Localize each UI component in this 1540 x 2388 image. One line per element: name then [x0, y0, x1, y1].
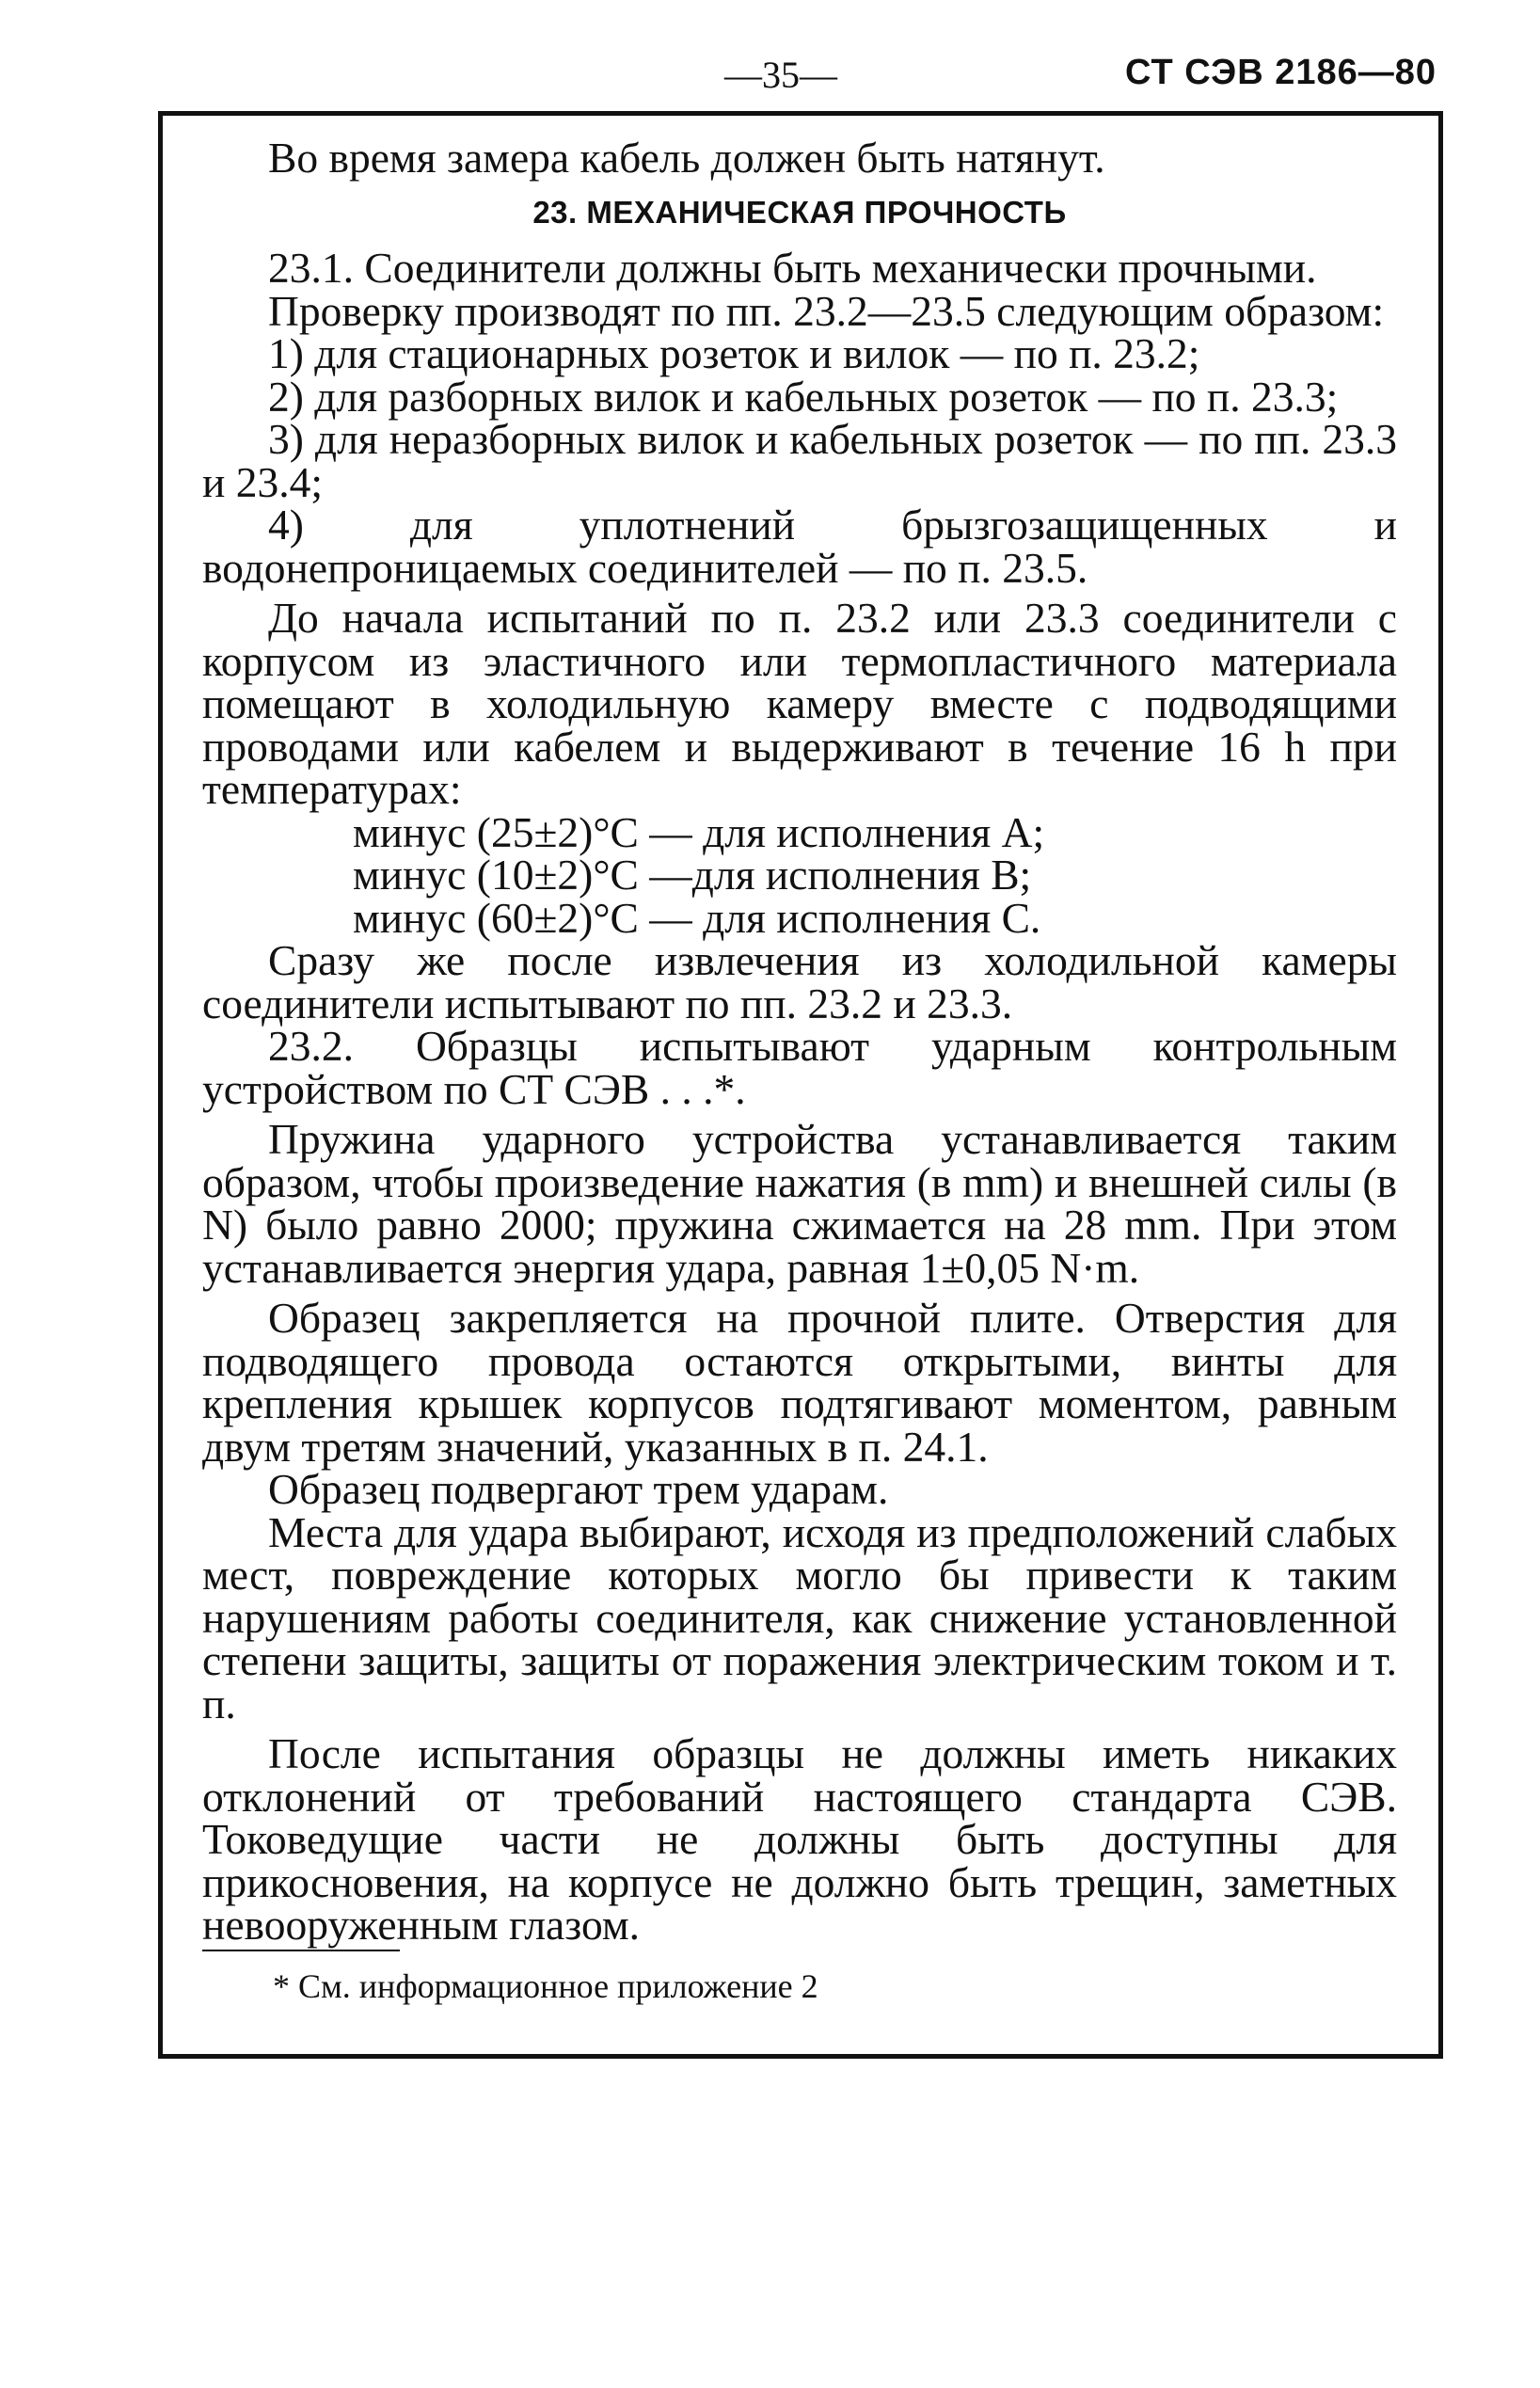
section-heading: 23. МЕХАНИЧЕСКАЯ ПРОЧНОСТЬ	[532, 194, 1067, 230]
paragraph: Образец закрепляется на прочной плите. Отверстия для подводящего провода остаются открытыми, винты для крепления крышек корпусов подтягивают моментом, равным двум третям значений, указанных в п. 24.1.	[202, 1294, 1397, 1471]
footnote: * См. информационное приложение 2	[273, 1967, 818, 2005]
list-item: 4) для уплотнений брызгозащищенных и водонепроницаемых соединителей — по п. 23.5.	[202, 501, 1397, 592]
temperature-list	[202, 807, 1397, 942]
temperature-line: минус (10±2)°C —для исполнения B;	[353, 851, 1032, 899]
paragraph: До начала испытаний по п. 23.2 или 23.3 соединители с корпусом из эластичного или термопластичного материала помещают в холодильную камеру вместе с подводящими проводами или кабелем и выдерживают в течение 16 h при температурах:	[202, 594, 1397, 813]
paragraph: 23.2. Образцы испытывают ударным контрольным устройством по СТ СЭВ . . .*.	[202, 1022, 1397, 1113]
document-body	[202, 136, 1397, 1947]
standard-designation: СТ СЭВ 2186—80	[1124, 53, 1437, 92]
list-item: 2) для разборных вилок и кабельных розеток — по п. 23.3;	[268, 372, 1339, 421]
page-header	[0, 45, 1540, 102]
paragraph: Сразу же после извлечения из холодильной камеры соединители испытывают по пп. 23.2 и 23.3.	[202, 936, 1397, 1027]
paragraph: Образец подвергают трем ударам.	[268, 1465, 889, 1513]
temperature-line: минус (60±2)°C — для исполнения C.	[353, 893, 1041, 942]
paragraph: 23.1. Соединители должны быть механически прочными.	[268, 244, 1317, 292]
list-item: 3) для неразборных вилок и кабельных розеток — по пп. 23.3 и 23.4;	[202, 415, 1397, 506]
paragraph: Во время замера кабель должен быть натянут.	[268, 134, 1105, 182]
temperature-line: минус (25±2)°C — для исполнения A;	[353, 807, 1045, 856]
page-number: —35—	[724, 54, 837, 96]
list-item: 1) для стационарных розеток и вилок — по п. 23.2;	[268, 329, 1200, 377]
paragraph: Проверку производят по пп. 23.2—23.5 следующим образом:	[268, 286, 1385, 335]
footnote-rule	[202, 1950, 400, 1951]
paragraph: Места для удара выбирают, исходя из предположений слабых мест, повреждение которых могло бы привести к таким нарушениям работы соединителя, как снижение установленной степени защиты, защиты от поражения электрическим током и т. п.	[202, 1507, 1397, 1727]
paragraph: Пружина ударного устройства устанавливается таким образом, чтобы произведение нажатия (в mm) и внешней силы (в N) было равно 2000; пружина сжимается на 28 mm. При этом устанавливается энергия удара, равная 1±0,05 N·m.	[202, 1115, 1397, 1292]
paragraph: После испытания образцы не должны иметь никаких отклонений от требований настоящего стандарта СЭВ. Токоведущие части не должны быть доступны для прикосновения, на корпусе не должно быть трещин, заметных невооруженным глазом.	[202, 1729, 1397, 1949]
